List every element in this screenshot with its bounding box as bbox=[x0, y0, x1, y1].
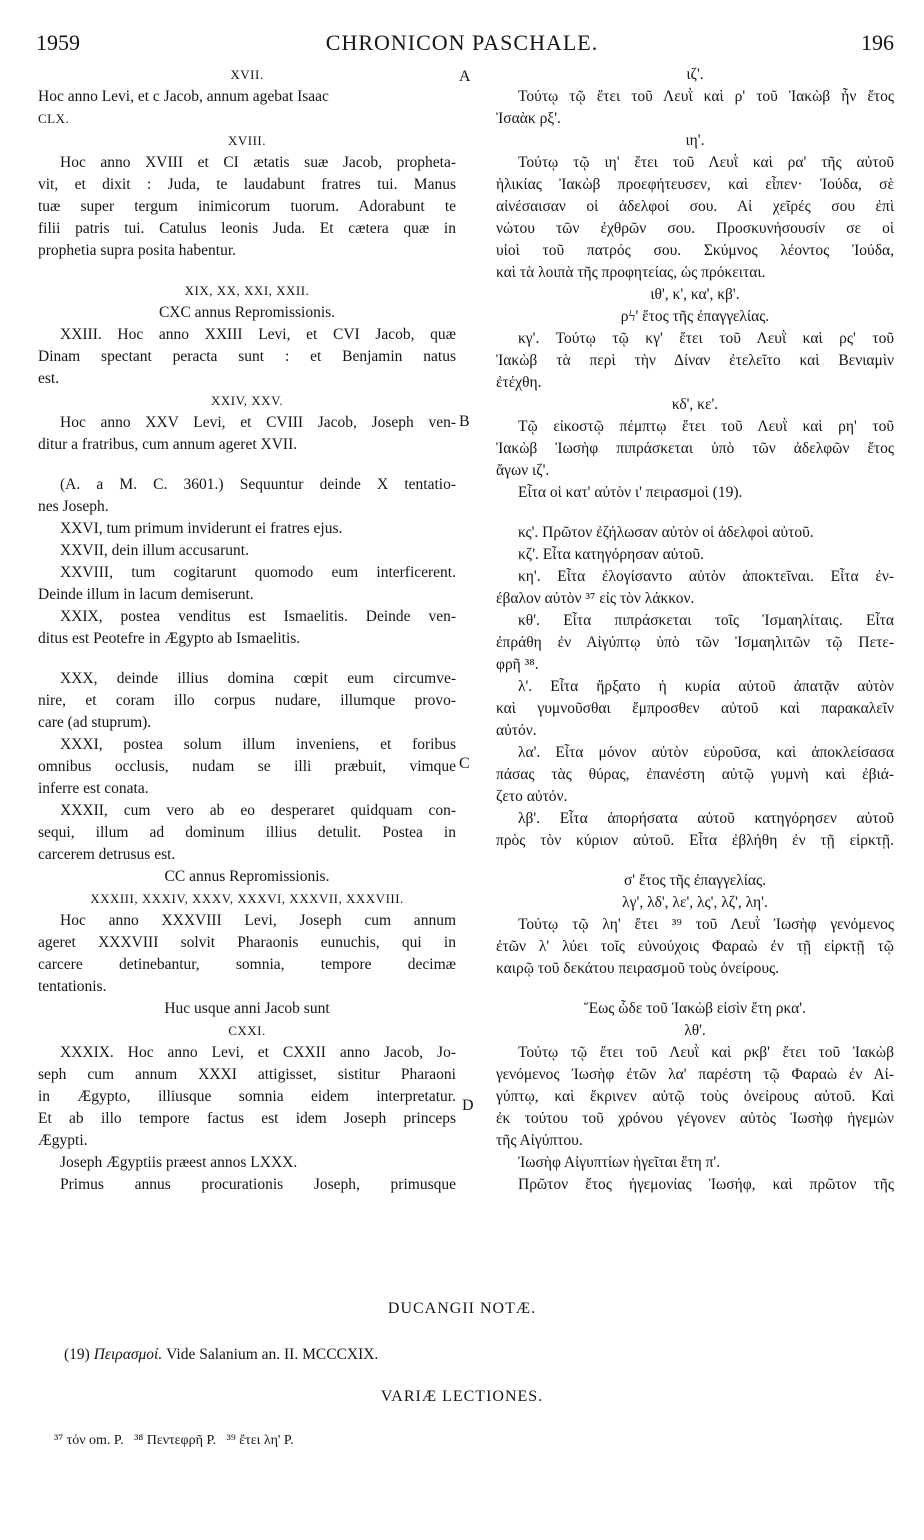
text-line: κζ'. Εἶτα κατηγόρησαν αὐτοῦ. bbox=[518, 546, 704, 563]
text-line: XXIV, XXV. bbox=[210, 393, 284, 408]
text-line: ιη'. bbox=[685, 132, 705, 149]
text-line: inferre est conata. bbox=[38, 780, 149, 797]
page-number-right: 196 bbox=[861, 30, 894, 55]
text-line: ἡλικίας Ἰακὼβ προεφήτευσεν, καὶ εἶπεν· Ἰούδα, σὲ bbox=[496, 176, 894, 193]
text-line: Hoc anno Levi, et c Jacob, annum agebat Isaac bbox=[38, 88, 329, 105]
text-line: Primus annus procurationis Joseph, primusque bbox=[60, 1176, 456, 1193]
text-line: ἐκ τούτου τοῦ χρόνου γέγονεν αὐτὸς Ἰωσὴφ ἡγεμὼν bbox=[496, 1110, 894, 1127]
variae-heading: VARIÆ LECTIONES. bbox=[380, 1388, 544, 1405]
text-line: αἰνέσαισαν οἱ ἀδελφοί σου. Αἱ χεῖρές σου ἐπὶ bbox=[496, 198, 894, 215]
text-line: υἱοὶ τοῦ πατρός σου. Σκύμνος λέοντος Ἰούδα, bbox=[496, 242, 894, 259]
text-line: Τῷ εἰκοστῷ πέμπτῳ ἔτει τοῦ Λευῒ καὶ ρη' τοῦ bbox=[518, 418, 894, 435]
text-line: nire, et coram illo corpus nudare, illumque provo- bbox=[38, 692, 456, 709]
text-line: Τούτῳ τῷ ἔτει τοῦ Λευῒ καὶ ρ' τοῦ Ἰακὼβ ἦν ἔτος bbox=[518, 88, 894, 105]
margin-marker-a: A bbox=[459, 68, 471, 85]
text-line: ἐτῶν λ' λύει τοῖς εὐνούχοις Φαραὼ ἐν τῇ εἱρκτῇ τῷ bbox=[496, 938, 894, 955]
text-line: XXXIX. Hoc anno Levi, et CXXII anno Jacob, Jo- bbox=[60, 1044, 456, 1061]
text-line: Ἰωσὴφ Αἰγυπτίων ἡγεῖται ἔτη π'. bbox=[518, 1154, 721, 1171]
text-line: omnibus occlusis, nudam se illi præbuit, vimque bbox=[38, 758, 456, 775]
text-line: Hoc anno XXV Levi, et CVIII Jacob, Joseph ven- bbox=[60, 414, 456, 431]
text-line: τῆς Αἰγύπτου. bbox=[496, 1132, 583, 1149]
text-line: κη'. Εἶτα ἐλογίσαντο αὐτὸν ἀποκτεῖναι. Εἶτα ἐν- bbox=[518, 568, 894, 585]
text-line: XIX, XX, XXI, XXII. bbox=[184, 283, 310, 298]
text-line: κθ'. Εἶτα πιπράσκεται τοῖς Ἰσμαηλίταις. Εἶτα bbox=[518, 612, 894, 629]
text-line: filii patris tui. Catulus leonis Juda. Et cætera quæ in bbox=[38, 220, 456, 237]
text-line: Ἕως ὧδε τοῦ Ἰακὼβ εἰσὶν ἔτη ρκα'. bbox=[584, 1000, 806, 1017]
greek-column bbox=[496, 64, 894, 1196]
text-line: vit, et dixit : Juda, te laudabunt fratres tui. Manus bbox=[38, 176, 456, 193]
text-line: ageret XXXVIII solvit Pharaonis eunuchis, qui in bbox=[38, 934, 456, 951]
text-line: ἐτέχθη. bbox=[496, 374, 542, 391]
running-title: CHRONICON PASCHALE. bbox=[325, 30, 599, 55]
text-line: ditur a fratribus, cum annum ageret XVII. bbox=[38, 436, 298, 453]
paragraph-gap bbox=[496, 852, 894, 870]
text-line: Ægypti. bbox=[38, 1132, 88, 1149]
text-line: ιζ'. bbox=[686, 66, 704, 83]
footnote-19 bbox=[64, 1346, 378, 1364]
text-line: XXXII, cum vero ab eo desperaret quidquam con- bbox=[60, 802, 456, 819]
variae-lectiones: ³⁷ τόν om. P. ³⁸ Πεντεφρῆ P. ³⁹ ἔτει λη' P. bbox=[54, 1433, 294, 1448]
text-line: Joseph Ægyptiis præest annos LXXX. bbox=[60, 1154, 298, 1171]
text-line: tuæ super tergum inimicorum tuorum. Adorabunt te bbox=[38, 198, 456, 215]
text-line: λβ'. Εἶτα ἀπορήσατα αὐτοῦ κατηγόρησεν αὐτοῦ bbox=[518, 810, 894, 827]
text-line: ιθ', κ', κα', κβ'. bbox=[650, 286, 740, 303]
text-line: Dinam spectant peracta sunt : et Benjamin natus bbox=[38, 348, 456, 365]
text-line: CC annus Repromissionis. bbox=[164, 868, 330, 885]
text-line: XXIII. Hoc anno XXIII Levi, et CVI Jacob, quæ bbox=[60, 326, 456, 343]
text-line: πάσας τὰς θύρας, ἐπανέστη αὐτῷ γυμνὴ καὶ ἐβιά- bbox=[496, 766, 894, 783]
text-line: γενόμενος Ἰωσὴφ ἐτῶν λα' παρέστη τῷ Φαραὼ ἐν Αἰ- bbox=[496, 1066, 894, 1083]
text-line: XXXI, postea solum illum inveniens, et foribus bbox=[60, 736, 456, 753]
text-line: έβαλον αὐτὸν ³⁷ εἰς τὸν λάκκον. bbox=[496, 590, 695, 607]
text-line: Deinde illum in lacum demiserunt. bbox=[38, 586, 254, 603]
text-line: κδ', κε'. bbox=[671, 396, 719, 413]
text-line: est. bbox=[38, 370, 60, 387]
text-line: πρὸς τὸν κύριον αὐτοῦ. Εἶτα ἐβλήθη ἐν τῇ εἱρκτῇ. bbox=[496, 832, 894, 849]
text-line: καιρῷ τοῦ δεκάτου πειρασμοῦ τοὺς ὀνείρους. bbox=[496, 960, 780, 977]
text-line: nes Joseph. bbox=[38, 498, 109, 515]
text-line: γύπτῳ, καὶ ἔκρινεν αὐτῷ τοὺς ὀνείρους αὐτοῦ. Καὶ bbox=[496, 1088, 894, 1105]
margin-marker-b: B bbox=[459, 413, 470, 430]
text-line: (A. a M. C. 3601.) Sequuntur deinde X tentatio- bbox=[60, 476, 456, 493]
text-line: νώτου τῶν ἐχθρῶν σου. Προσκυνήσουσίν σε οἱ bbox=[496, 220, 894, 237]
text-line: σ' ἔτος τῆς ἐπαγγελίας. bbox=[623, 872, 767, 889]
text-line: Τούτῳ τῷ ἔτει τοῦ Λευῒ καὶ ρκβ' ἔτει τοῦ Ἰακὼβ bbox=[518, 1044, 894, 1061]
text-line: Τούτῳ τῷ λη' ἔτει ³⁹ τοῦ Λευῒ Ἰωσὴφ γενόμενος bbox=[518, 916, 894, 933]
text-line: prophetia supra posita habentur. bbox=[38, 242, 237, 259]
text-line: λ'. Εἶτα ἤρξατο ἡ κυρία αὐτοῦ ἀπατᾷν αὐτὸν bbox=[518, 678, 894, 695]
footnote-text: Vide Salanium an. II. MCCCXIX. bbox=[166, 1346, 379, 1363]
footnote-word: Πειρασμοί. bbox=[93, 1346, 163, 1363]
text-line: Hoc anno XVIII et CI ætatis suæ Jacob, propheta- bbox=[60, 154, 456, 171]
text-line: καὶ τὰ λοιπὰ τῆς προφητείας, ὡς πρόκειται. bbox=[496, 264, 766, 281]
text-line: tentationis. bbox=[38, 978, 107, 995]
text-line: XVIII. bbox=[227, 133, 266, 148]
text-line: λθ'. bbox=[684, 1022, 706, 1039]
footnote-number: (19) bbox=[64, 1346, 90, 1363]
text-line: XXVI, tum primum inviderunt ei fratres ejus. bbox=[60, 520, 343, 537]
text-line: Τούτῳ τῷ ιη' ἔτει τοῦ Λευῒ καὶ ρα' τῆς αὐτοῦ bbox=[518, 154, 894, 171]
text-line: ἄγων ιζ'. bbox=[496, 462, 550, 479]
text-line: φρῆ ³⁸. bbox=[496, 656, 539, 673]
text-line: CLX. bbox=[38, 111, 70, 126]
page-number-left: 1959 bbox=[36, 30, 80, 55]
paragraph-gap bbox=[38, 262, 456, 280]
paragraph-gap bbox=[496, 504, 894, 522]
text-line: Huc usque anni Jacob sunt bbox=[164, 1000, 330, 1017]
text-line: in Ægypto, illiusque somnia eidem interpretatur. bbox=[38, 1088, 456, 1105]
text-line: λα'. Εἶτα μόνον αὐτὸν εὑροῦσα, καὶ ἀποκλείσασα bbox=[518, 744, 894, 761]
text-line: Εἶτα οἱ κατ' αὐτὸν ι' πειρασμοὶ (19). bbox=[518, 484, 743, 501]
text-line: αὐτόν. bbox=[496, 722, 537, 739]
text-line: Πρῶτον ἔτος ἡγεμονίας Ἰωσήφ, καὶ πρῶτον τῆς bbox=[518, 1176, 894, 1193]
text-line: CXC annus Repromissionis. bbox=[158, 304, 336, 321]
text-line: care (ad stuprum). bbox=[38, 714, 152, 731]
paragraph-gap bbox=[38, 456, 456, 474]
text-line: κγ'. Τούτῳ τῷ κγ' ἔτει τοῦ Λευῒ καὶ ρς' τοῦ bbox=[518, 330, 894, 347]
latin-column bbox=[38, 64, 456, 1196]
text-line: Ἰσαὰκ ρξ'. bbox=[496, 110, 561, 127]
text-line: XXIX, postea venditus est Ismaelitis. Deinde ven- bbox=[60, 608, 456, 625]
text-line: λγ', λδ', λε', λς', λζ', λη'. bbox=[622, 894, 768, 911]
text-line: sequi, illum ad dominum illius detulit. Postea in bbox=[38, 824, 456, 841]
text-line: XXVIII, tum cogitarunt quomodo eum interficerent. bbox=[60, 564, 456, 581]
text-line: XXX, deinde illius domina cœpit eum circumve- bbox=[60, 670, 456, 687]
notes-heading: DUCANGII NOTÆ. bbox=[387, 1300, 537, 1317]
text-line: carcere detinebantur, somnia, tempore decimæ bbox=[38, 956, 456, 973]
text-line: seph cum annum XXXI attigisset, sistitur Pharaoni bbox=[38, 1066, 456, 1083]
text-line: ἐπράθη ἐν Αἰγύπτῳ ὑπὸ τῶν Ἰσμαηλιτῶν τῷ Πετε- bbox=[496, 634, 894, 651]
margin-marker-c: C bbox=[459, 755, 470, 772]
text-line: Ἰακὼβ τὰ περὶ τὴν Δίναν ἐτελεῖτο καὶ Βενιαμὶν bbox=[496, 352, 894, 369]
text-line: XXVII, dein illum accusarunt. bbox=[60, 542, 249, 559]
text-line: XXXIII, XXXIV, XXXV, XXXVI, XXXVII, XXXVIII. bbox=[90, 891, 404, 906]
text-line: ρϟ' ἔτος τῆς ἐπαγγελίας. bbox=[620, 308, 770, 325]
text-line: CXXI. bbox=[228, 1023, 266, 1038]
text-line: carcerem detrusus est. bbox=[38, 846, 176, 863]
text-line: Hoc anno XXXVIII Levi, Joseph cum annum bbox=[60, 912, 456, 929]
text-line: κς'. Πρῶτον ἐζήλωσαν αὐτὸν οἱ ἀδελφοὶ αὐτοῦ. bbox=[518, 524, 814, 541]
text-line: Ἰακὼβ Ἰωσὴφ πιπράσκεται ὑπὸ τῶν ἀδελφῶν ἔτος bbox=[496, 440, 894, 457]
paragraph-gap bbox=[38, 650, 456, 668]
paragraph-gap bbox=[496, 980, 894, 998]
text-line: Et ab illo tempore factus est idem Joseph princeps bbox=[38, 1110, 456, 1127]
text-line: καὶ γυμνοῦσθαι ἔμπροσθεν αὐτοῦ καὶ παρακαλεῖν bbox=[496, 700, 894, 717]
text-line: ζετο αὐτόν. bbox=[496, 788, 568, 805]
margin-marker-d: D bbox=[462, 1097, 474, 1114]
text-line: ditus est Peotefre in Ægypto ab Ismaelitis. bbox=[38, 630, 301, 647]
text-line: XVII. bbox=[230, 67, 264, 82]
